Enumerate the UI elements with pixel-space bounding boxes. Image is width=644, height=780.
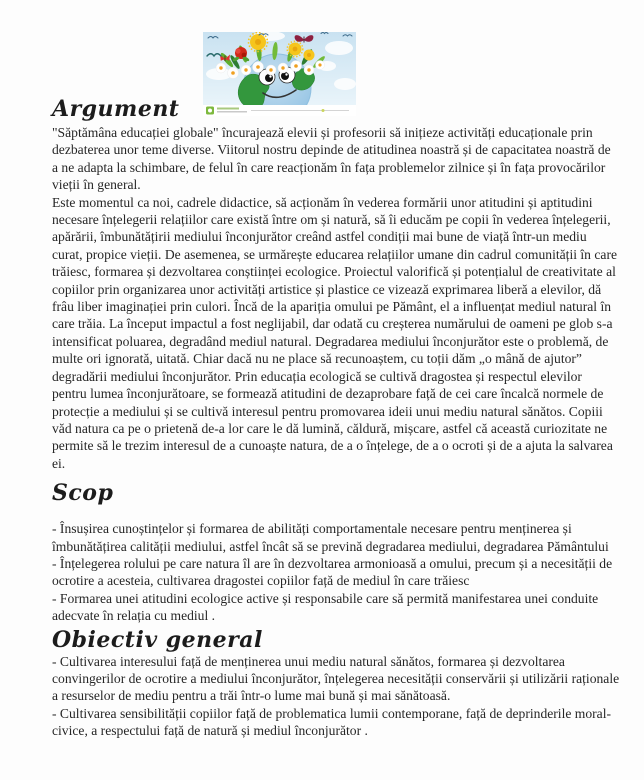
section-scop	[52, 480, 620, 624]
heading-argument: Argument	[52, 96, 180, 122]
argument-paragraph-1: "Săptămâna educației globale" încurajează elevii și profesorii să inițieze activități educaționale prin dezbaterea unor teme diverse. Viitorul nostru depinde de atitudinea noastră și de capacitatea noastră de a ne adapta la schimbare, de felul în care reacționăm în fața problemelor zilnice și în fața provocărilor vieții în general.	[52, 125, 611, 193]
scop-bullet-2: - Înțelegerea rolului pe care natura îl are în dezvoltarea armonioasă a omului, precum și a necesității de ocrotire a acesteia, cultivarea dragostei copiilor față de mediul în care trăiesc	[52, 555, 613, 589]
scop-bullet-1: - Însușirea cunoștințelor și formarea de abilități comportamentale necesare pentru menținerea și îmbunătățirea calității mediului, astfel încât să se prevină degradarea mediului, degradarea Pământului	[52, 521, 609, 554]
document-content	[52, 0, 620, 740]
section-argument	[52, 96, 620, 472]
heading-obiectiv-general: Obiectiv general	[52, 626, 263, 653]
scop-bullet-3: - Formarea unei atitudini ecologice active și responsabile care să permită manifestarea unei conduite adecvate în relația cu mediul .	[52, 590, 599, 624]
argument-paragraph-2: Este momentul ca noi, cadrele didactice, să acționăm în vederea formării unor atitudini și aptitudini necesare înțelegerii relațiilor care există între om și natură, să îi educăm pe copii în vederea înțelegerii, apărării, îmbunătățirii mediului înconjurător creând astfel condiții mai bune de viață într-un mediu curat, propice vieții. De asemenea, se urmărește educarea relațiilor umane din cadrul comunității în care trăiesc, formarea și dezvoltarea conștiinței ecologice. Proiectul valorifică și potențialul de creativitate al copiilor prin organizarea unor activități artistice și plastice ce vizează exprimarea liberă a elevilor, dă frâu liber imaginației prin culori. Încă de la apariția omului pe Pământ, el a influențat mediul natural în care trăia. La început impactul a fost neglijabil, dar odată cu creșterea numărului de oameni pe glob s-a intensificat poluarea, degradând mediul natural. Degradarea mediului înconjurător este o problemă, de multe ori ignorată, uitată. Chiar dacă nu ne place să recunoaștem, cu toții dăm „o mână de ajutor” degradării mediului înconjurător. Prin educația ecologică se cultivă dragostea și respectul elevilor pentru lumea înconjurătoare, se formează atitudini de dezaprobare față de cei care încalcă normele de protecție a mediului și se cultivă interesul pentru promovarea ideii unui mediu natural sănătos. Copiii văd natura ca pe o prietenă de-a lor care le dă lumină, căldură, mișcare, astfel că această curiozitate ne permite să le trezim interesul de a cunoaște natura, de a o înțelege, de a o ocroti și de a ajuta la salvarea ei.	[52, 194, 618, 471]
section-obiectiv-general	[52, 627, 620, 740]
obiectiv-bullet-2: - Cultivarea sensibilității copiilor față de problematica lumii contemporane, față de deprinderile moral-civice, a respectului față de natură și mediul înconjurător .	[52, 705, 612, 739]
obiectiv-bullet-1: - Cultivarea interesului față de menținerea unui mediu natural sănătos, formarea și dezvoltarea convingerilor de ocrotire a mediului înconjurător, înțelegerea necesității conservării și utilizării raționale a resurselor de mediu pentru a trăi într-o lume mai bună și mai sănătoasă.	[52, 653, 620, 704]
heading-scop: Scop	[52, 480, 114, 507]
